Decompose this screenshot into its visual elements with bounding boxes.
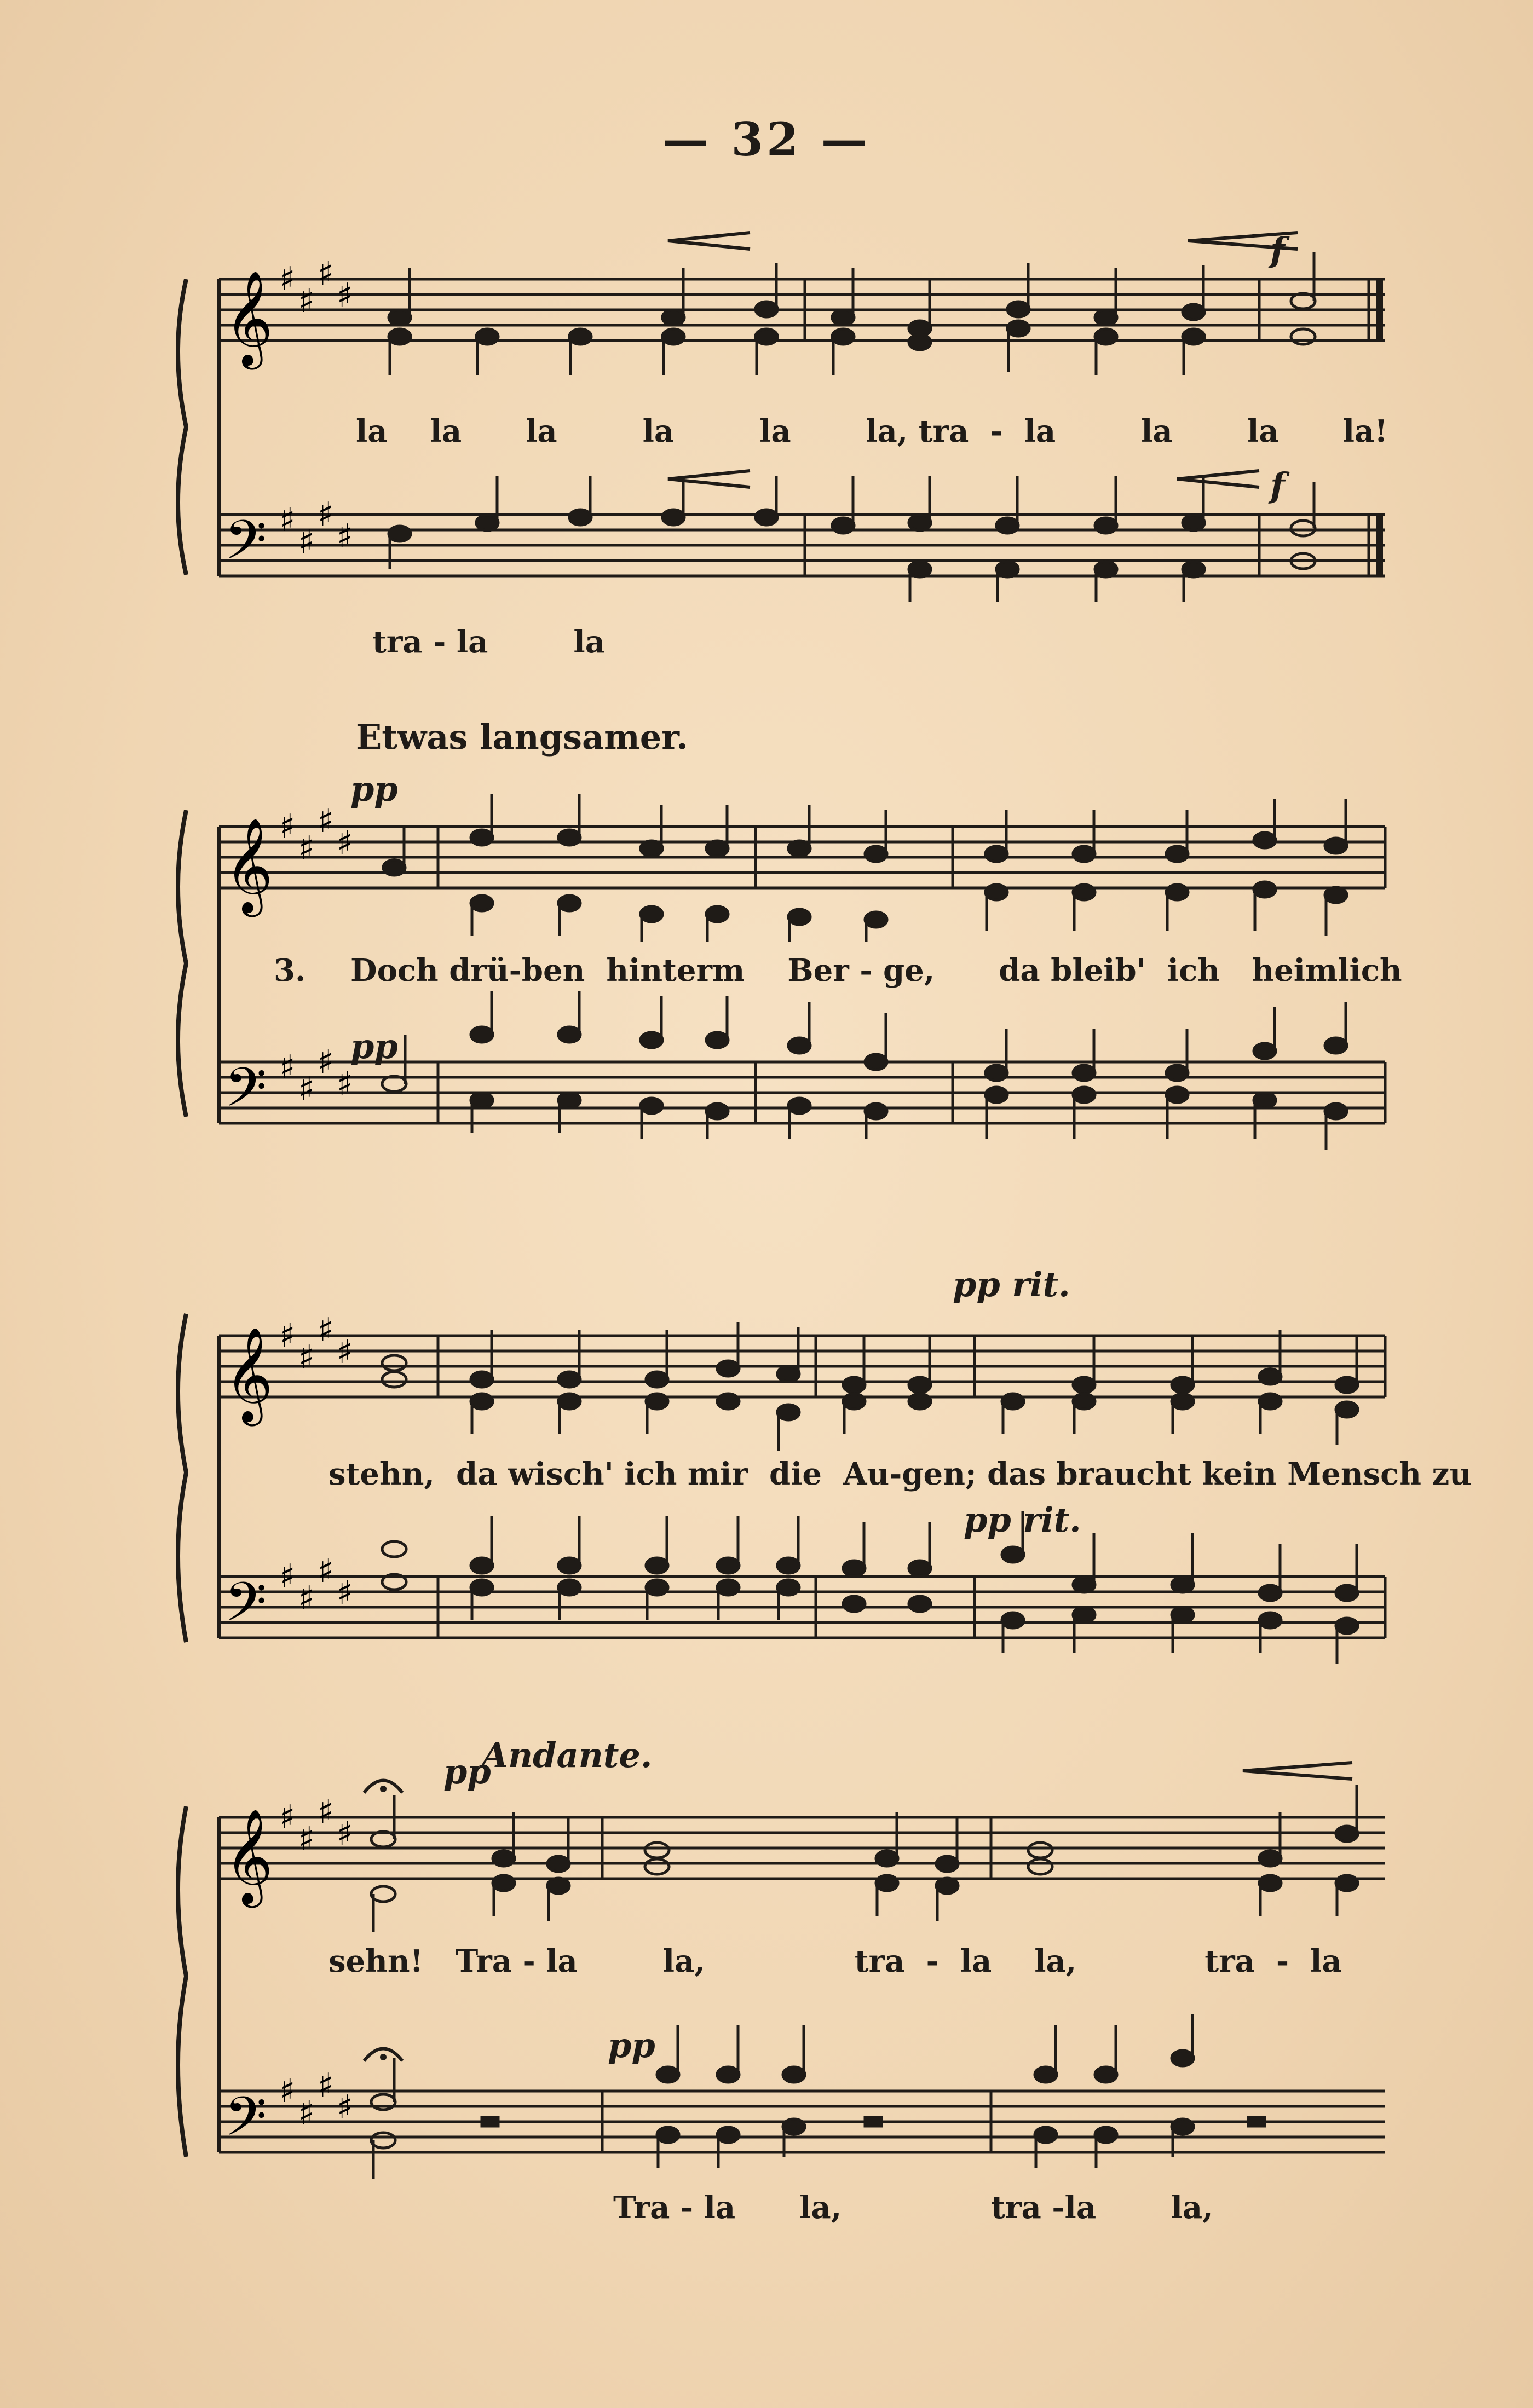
lyrics-system-1-treble: la la la la la la, tra - la la la la! xyxy=(356,413,1388,449)
svg-text:♯: ♯ xyxy=(318,2066,334,2105)
svg-text:♯: ♯ xyxy=(279,1798,296,1837)
svg-text:♯: ♯ xyxy=(318,1552,334,1590)
svg-text:♯: ♯ xyxy=(318,495,334,534)
dynamic-forte-treble: f xyxy=(1270,230,1285,270)
svg-text:♯: ♯ xyxy=(337,1333,353,1371)
svg-text:♯: ♯ xyxy=(279,1557,296,1596)
dynamic-pp-rit-bass: pp rit. xyxy=(964,1500,1081,1540)
dynamic-pp-rit-treble: pp rit. xyxy=(953,1264,1070,1304)
svg-text:♯: ♯ xyxy=(279,1316,296,1355)
svg-text:♯: ♯ xyxy=(337,1815,353,1853)
svg-text:♯: ♯ xyxy=(298,829,315,868)
dynamic-pp-andante-treble: pp xyxy=(443,1752,491,1792)
system-4 xyxy=(175,1752,1396,2226)
svg-text:𝄞: 𝄞 xyxy=(224,270,273,366)
svg-text:♯: ♯ xyxy=(337,824,353,862)
svg-text:♯: ♯ xyxy=(279,1048,296,1087)
system-2 xyxy=(175,769,1402,1193)
system-3 xyxy=(175,1264,1472,1708)
svg-text:♯: ♯ xyxy=(337,276,353,315)
lyrics-system-3-treble: stehn, da wisch' ich mir die Au-gen; das braucht kein Mensch zu xyxy=(328,1456,1472,1492)
svg-text:𝄢: 𝄢 xyxy=(224,509,267,585)
svg-text:♯: ♯ xyxy=(318,1043,334,1081)
lyrics-system-2-treble: Doch drü-ben hinterm Ber - ge, da bleib' ich heimlich xyxy=(350,952,1402,989)
svg-text:♯: ♯ xyxy=(337,1574,353,1612)
lyrics-system-4-bass: Tra - la la, tra -la la, xyxy=(613,2190,1213,2226)
svg-text:♯: ♯ xyxy=(318,1311,334,1349)
svg-text:♯: ♯ xyxy=(298,1820,315,1858)
svg-text:♯: ♯ xyxy=(318,1793,334,1831)
svg-text:𝄢: 𝄢 xyxy=(224,1056,267,1133)
svg-text:𝄞: 𝄞 xyxy=(224,818,273,913)
svg-text:♯: ♯ xyxy=(279,2072,296,2110)
lyrics-system-1-bass: tra - la la xyxy=(372,624,605,660)
svg-text:♯: ♯ xyxy=(298,523,315,561)
tempo-marking-andante: Andante. xyxy=(482,1735,653,1775)
dynamic-pp-bass: pp xyxy=(350,1026,398,1066)
svg-text:♯: ♯ xyxy=(337,2088,353,2127)
lyrics-system-4-treble: sehn! Tra - la la, tra - la la, tra - la xyxy=(328,1943,1342,1979)
svg-text:♯: ♯ xyxy=(279,260,296,298)
svg-text:♯: ♯ xyxy=(337,1065,353,1103)
svg-text:𝄢: 𝄢 xyxy=(224,2086,267,2162)
svg-text:♯: ♯ xyxy=(298,1070,315,1108)
dynamic-forte-bass: f xyxy=(1270,465,1285,505)
svg-text:♯: ♯ xyxy=(337,517,353,556)
svg-text:♯: ♯ xyxy=(279,807,296,846)
dynamic-pp-treble: pp xyxy=(350,769,398,809)
svg-text:♯: ♯ xyxy=(318,802,334,840)
svg-text:♯: ♯ xyxy=(298,1579,315,1618)
verse-number-3: 3. xyxy=(274,952,306,989)
svg-text:𝄢: 𝄢 xyxy=(224,1571,267,1647)
svg-text:𝄞: 𝄞 xyxy=(224,1327,273,1422)
svg-text:𝄞: 𝄞 xyxy=(224,1809,273,1904)
system-1 xyxy=(175,219,1396,660)
tempo-marking-etwas-langsamer: Etwas langsamer. xyxy=(356,717,688,757)
svg-text:♯: ♯ xyxy=(318,255,334,293)
svg-text:♯: ♯ xyxy=(298,2094,315,2132)
svg-text:♯: ♯ xyxy=(298,282,315,320)
svg-text:♯: ♯ xyxy=(279,501,296,539)
svg-text:♯: ♯ xyxy=(298,1338,315,1377)
page-number: — 32 — xyxy=(662,112,871,166)
dynamic-pp-andante-bass: pp xyxy=(608,2025,655,2065)
system-4-staves xyxy=(175,1752,1396,2222)
